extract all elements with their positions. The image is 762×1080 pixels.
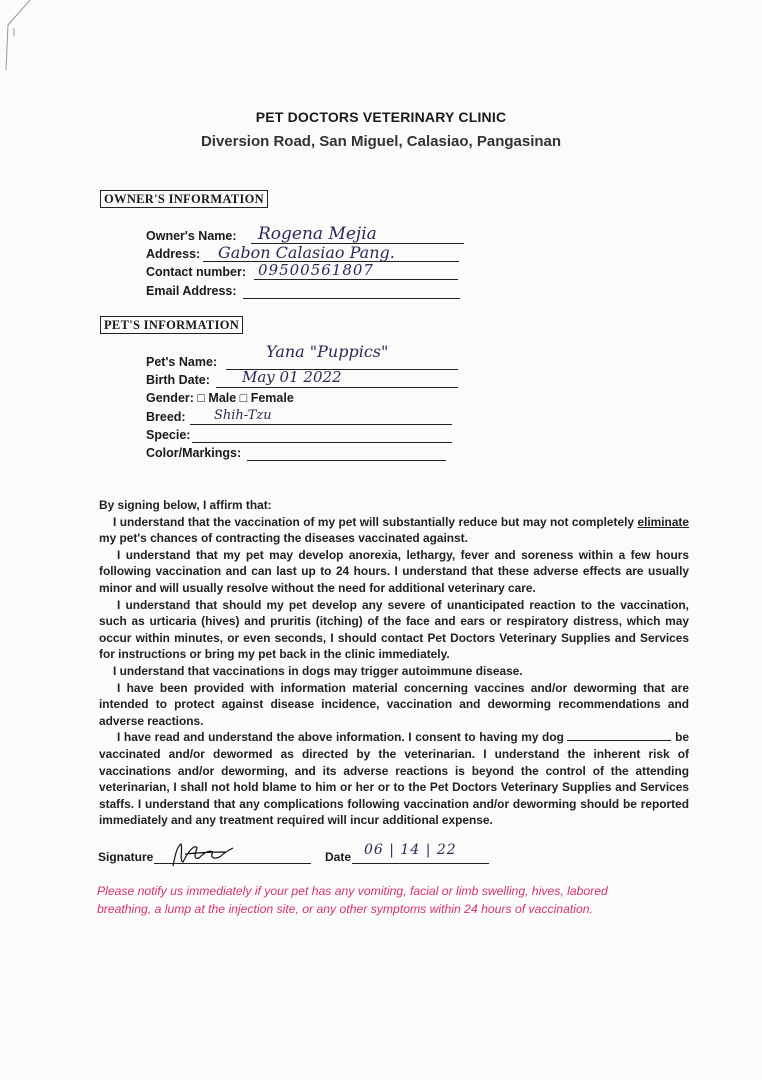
birth-date-value: May 01 2022 — [242, 368, 342, 386]
owner-name-label: Owner's Name: — [146, 229, 237, 243]
scan-edge-mark — [0, 0, 40, 70]
consent-paragraph-4: I understand that vaccinations in dogs may trigger autoimmune disease. — [113, 663, 523, 678]
consent-paragraph-1: I understand that the vaccination of my pet will substantially reduce but may not completely eliminate my pet's chances of contracting the diseases vaccinated against. — [99, 514, 689, 546]
gender-options[interactable]: Gender: □ Male □ Female — [146, 391, 294, 405]
owner-section-title: OWNER'S INFORMATION — [100, 190, 268, 208]
eliminate-underlined: eliminate — [637, 514, 689, 529]
color-line[interactable] — [247, 460, 446, 461]
signature-image — [165, 838, 237, 872]
email-label: Email Address: — [146, 284, 237, 298]
consent-paragraph-3: I understand that should my pet develop any severe of unanticipated reaction to the vaccination, such as urticaria (hives) and pruritis (itching) of the face and ears or respiratory distress, which may occur within minutes, or even seconds, I should contact Pet Doctors Veterinary Supplies and Services for instructions or bring my pet back in the clinic immediately. — [99, 597, 689, 662]
pet-name-value: Yana "Puppics" — [266, 342, 389, 361]
signature-label: Signature — [98, 850, 154, 864]
clinic-address: Diversion Road, San Miguel, Calasiao, Pangasinan — [200, 133, 562, 150]
consent-text — [99, 497, 689, 829]
consent-intro: By signing below, I affirm that: — [99, 498, 272, 512]
pet-name-label: Pet's Name: — [146, 355, 218, 369]
birth-date-line[interactable] — [216, 387, 458, 388]
clinic-name: PET DOCTORS VETERINARY CLINIC — [255, 109, 507, 125]
specie-label: Specie: — [146, 428, 191, 442]
date-label: Date — [325, 850, 352, 864]
symptoms-notice: Please notify us immediately if your pet has any vomiting, facial or limb swelling, hives, labored breathing, a lump at the injection site, or any other symptoms within 24 hours of vaccination. — [97, 884, 608, 916]
address-value: Gabon Calasiao Pang. — [218, 243, 395, 262]
breed-line[interactable] — [190, 424, 452, 425]
owner-name-value: Rogena Mejia — [258, 224, 377, 244]
dog-name-blank[interactable] — [567, 729, 671, 741]
birth-date-label: Birth Date: — [146, 373, 210, 387]
contact-line[interactable] — [254, 279, 458, 280]
date-value: 06 | 14 | 22 — [364, 842, 457, 858]
pet-section-title: PET'S INFORMATION — [100, 316, 243, 334]
consent-paragraph-6: I have read and understand the above information. I consent to having my dog be vaccinated and/or dewormed as directed by the veterinarian. I understand the inherent risk of vaccinations and/or deworming, and its adverse reactions is beyond the control of the attending veterinarian, I shall not hold blame to him or her or to the Pet Doctors Veterinary Supplies and Services staffs. I understand that any complications following vaccination and/or deworming should be reported immediately and any treatment required will incur additional expense. — [99, 730, 690, 828]
consent-paragraph-2: I understand that my pet may develop anorexia, lethargy, fever and soreness within a few hours following vaccination and can last up to 24 hours. I understand that these adverse effects are usually minor and will usually resolve without the need for additional veterinary care. — [99, 547, 689, 595]
consent-paragraph-5: I have been provided with information material concerning vaccines and/or deworming that are intended to protect against disease incidence, vaccination and deworming recommendations and adverse reactions. — [99, 680, 689, 728]
specie-line[interactable] — [192, 442, 452, 443]
breed-value: Shih-Tzu — [214, 408, 272, 423]
contact-label: Contact number: — [146, 265, 246, 279]
email-line[interactable] — [243, 298, 460, 299]
address-label: Address: — [146, 247, 201, 261]
color-label: Color/Markings: — [146, 446, 242, 460]
contact-value: 09500561807 — [258, 261, 374, 279]
date-line[interactable] — [352, 863, 489, 864]
breed-label: Breed: — [146, 410, 186, 424]
